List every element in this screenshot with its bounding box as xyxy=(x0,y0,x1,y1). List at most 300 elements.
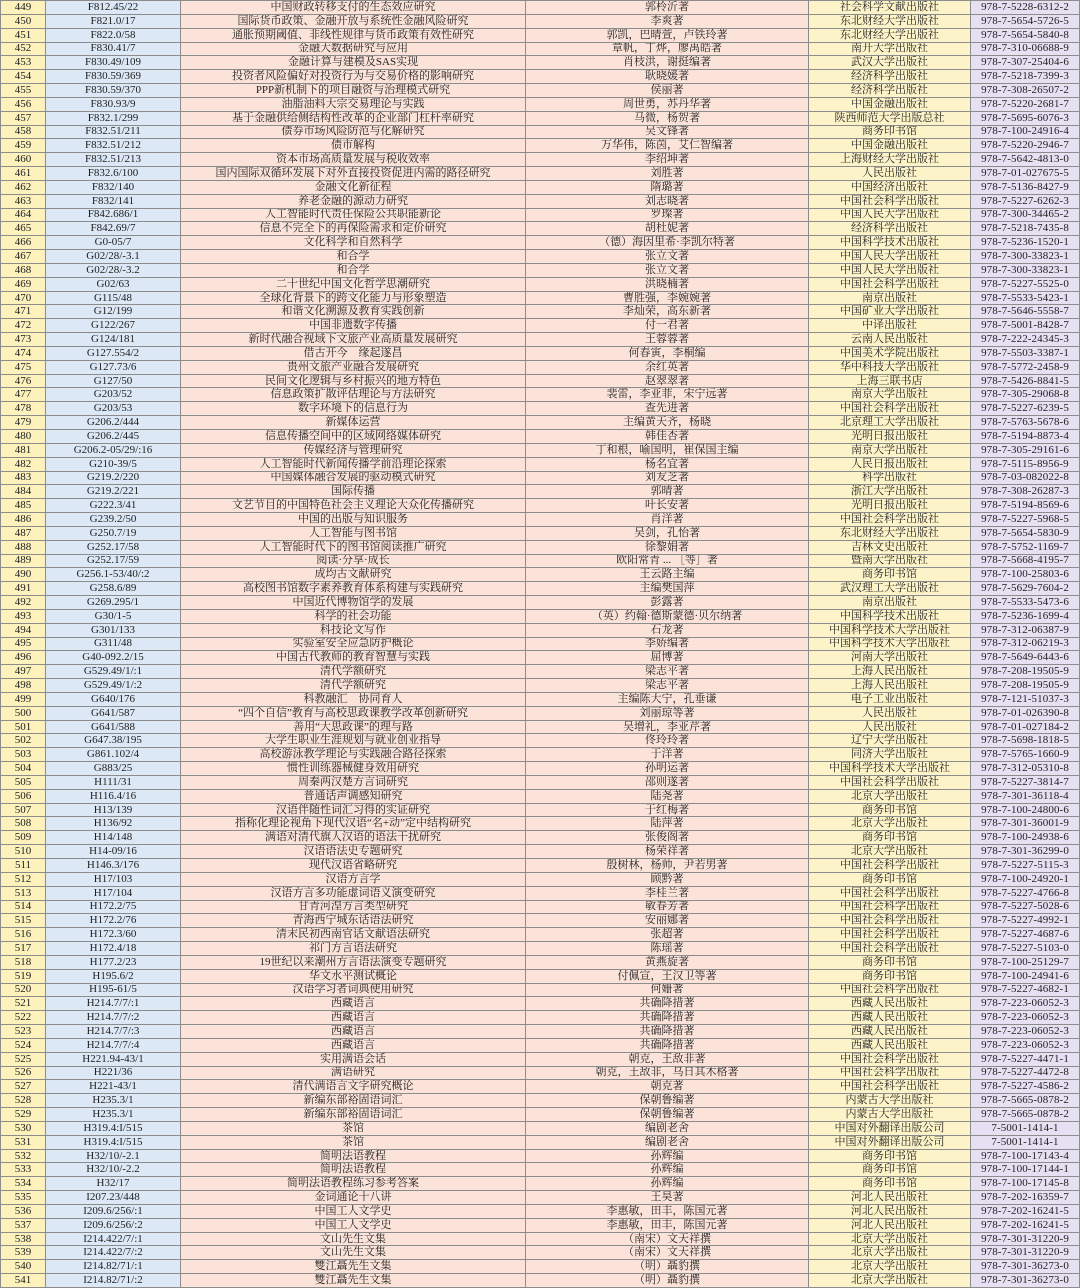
table-row xyxy=(1,1191,1080,1205)
cell-isbn: 978-7-208-19505-9 xyxy=(971,679,1080,693)
cell-title: 二十世纪中国文化哲学思潮研究 xyxy=(181,278,526,292)
cell-call-number: H17/104 xyxy=(46,887,181,901)
cell-call-number: H116.4/16 xyxy=(46,790,181,804)
cell-call-number: G269.295/1 xyxy=(46,596,181,610)
cell-author: 肖枝洪，谢挺编著 xyxy=(526,56,809,70)
table-row xyxy=(1,804,1080,818)
table-row xyxy=(1,236,1080,250)
cell-title: 文山先生文集 xyxy=(181,1246,526,1260)
cell-call-number: F830.59/370 xyxy=(46,84,181,98)
cell-title: 中国财政转移支付的生态效应研究 xyxy=(181,1,526,15)
cell-title: 新编东部裕固语词汇 xyxy=(181,1094,526,1108)
cell-isbn: 978-7-5227-6262-3 xyxy=(971,195,1080,209)
cell-title: 基于金融供给侧结构性改革的企业部门杠杆率研究 xyxy=(181,112,526,126)
cell-call-number: G02/28/-3.2 xyxy=(46,264,181,278)
cell-isbn: 978-7-301-36299-0 xyxy=(971,845,1080,859)
cell-isbn: 978-7-301-31220-9 xyxy=(971,1246,1080,1260)
table-row xyxy=(1,15,1080,29)
cell-author: 石龙著 xyxy=(526,624,809,638)
cell-call-number: I214.82/71/:2 xyxy=(46,1274,181,1288)
cell-serial-number: 505 xyxy=(1,776,46,790)
cell-isbn: 978-7-301-36273-0 xyxy=(971,1274,1080,1288)
cell-serial-number: 454 xyxy=(1,70,46,84)
cell-serial-number: 536 xyxy=(1,1205,46,1219)
cell-publisher: 人民日报出版社 xyxy=(809,458,971,472)
cell-author: 杨名宜著 xyxy=(526,458,809,472)
cell-serial-number: 509 xyxy=(1,831,46,845)
cell-publisher: 上海财经大学出版社 xyxy=(809,153,971,167)
cell-author: 朝克，王敌非著 xyxy=(526,1053,809,1067)
cell-call-number: H195.6/2 xyxy=(46,970,181,984)
cell-isbn: 978-7-300-33823-1 xyxy=(971,250,1080,264)
cell-author: 侯丽著 xyxy=(526,84,809,98)
cell-author: 主编黄天齐，杨晓 xyxy=(526,416,809,430)
cell-publisher: 中国社会科学出版社 xyxy=(809,402,971,416)
cell-title: 新编东部裕固语词汇 xyxy=(181,1108,526,1122)
cell-serial-number: 514 xyxy=(1,901,46,915)
cell-isbn: 978-7-305-29161-6 xyxy=(971,444,1080,458)
table-row xyxy=(1,43,1080,57)
cell-publisher: 上海人民出版社 xyxy=(809,665,971,679)
cell-title: 实用满语会话 xyxy=(181,1053,526,1067)
table-row xyxy=(1,388,1080,402)
cell-author: 吴文锋著 xyxy=(526,126,809,140)
cell-call-number: H177.2/23 xyxy=(46,956,181,970)
cell-call-number: G222.3/41 xyxy=(46,499,181,513)
cell-publisher: 南京出版社 xyxy=(809,292,971,306)
cell-call-number: F832/141 xyxy=(46,195,181,209)
cell-publisher: 北京理工大学出版社 xyxy=(809,416,971,430)
cell-title: 传媒经济与管理研究 xyxy=(181,444,526,458)
cell-title: 科技论文写作 xyxy=(181,624,526,638)
cell-call-number: G861.102/4 xyxy=(46,748,181,762)
cell-title: 阅读·分享·成长 xyxy=(181,555,526,569)
cell-isbn: 978-7-5503-3387-1 xyxy=(971,347,1080,361)
cell-call-number: G124/181 xyxy=(46,333,181,347)
cell-call-number: F830.41/7 xyxy=(46,43,181,57)
cell-author: 陈瑶著 xyxy=(526,942,809,956)
cell-author: 安丽娜著 xyxy=(526,914,809,928)
cell-isbn: 978-7-5227-5103-0 xyxy=(971,942,1080,956)
cell-author: 欧阳常青 ... ［等］著 xyxy=(526,555,809,569)
table-row xyxy=(1,1080,1080,1094)
cell-author: 主编陈大宁，孔垂谦 xyxy=(526,693,809,707)
cell-title: 金融计算与建模及SAS实现 xyxy=(181,56,526,70)
cell-serial-number: 523 xyxy=(1,1025,46,1039)
table-row xyxy=(1,527,1080,541)
cell-serial-number: 470 xyxy=(1,292,46,306)
cell-author: 李桂兰著 xyxy=(526,887,809,901)
cell-serial-number: 513 xyxy=(1,887,46,901)
cell-publisher: 北京大学出版社 xyxy=(809,790,971,804)
cell-call-number: I207.23/448 xyxy=(46,1191,181,1205)
cell-author: 隋璐著 xyxy=(526,181,809,195)
cell-serial-number: 462 xyxy=(1,181,46,195)
cell-author: 孙明运著 xyxy=(526,762,809,776)
cell-call-number: G529.49/1/:1 xyxy=(46,665,181,679)
cell-author: （英）约翰·德斯蒙德·贝尔纳著 xyxy=(526,610,809,624)
cell-title: 和合学 xyxy=(181,250,526,264)
table-row xyxy=(1,1219,1080,1233)
cell-title: 周秦两汉楚方言词研究 xyxy=(181,776,526,790)
cell-isbn: 978-7-202-16241-5 xyxy=(971,1219,1080,1233)
cell-author: 张立文著 xyxy=(526,264,809,278)
cell-title: 油脂油料大宗交易理论与实践 xyxy=(181,98,526,112)
cell-call-number: G239.2/50 xyxy=(46,513,181,527)
cell-call-number: I214.422/7/:2 xyxy=(46,1246,181,1260)
cell-publisher: 电子工业出版社 xyxy=(809,693,971,707)
cell-isbn: 978-7-5236-1520-1 xyxy=(971,236,1080,250)
table-row xyxy=(1,541,1080,555)
cell-publisher: 东北财经大学出版社 xyxy=(809,15,971,29)
cell-serial-number: 535 xyxy=(1,1191,46,1205)
cell-call-number: G115/48 xyxy=(46,292,181,306)
cell-author: 章帆，丁烨，廖禹皓著 xyxy=(526,43,809,57)
cell-call-number: H172.4/18 xyxy=(46,942,181,956)
cell-serial-number: 516 xyxy=(1,928,46,942)
table-row xyxy=(1,375,1080,389)
cell-call-number: H146.3/176 xyxy=(46,859,181,873)
cell-call-number: G883/25 xyxy=(46,762,181,776)
cell-serial-number: 493 xyxy=(1,610,46,624)
cell-serial-number: 486 xyxy=(1,513,46,527)
cell-call-number: F832.6/100 xyxy=(46,167,181,181)
cell-publisher: 北京大学出版社 xyxy=(809,1274,971,1288)
table-row xyxy=(1,734,1080,748)
cell-author: 孙辉编 xyxy=(526,1177,809,1191)
cell-serial-number: 502 xyxy=(1,734,46,748)
cell-isbn: 978-7-5227-4687-6 xyxy=(971,928,1080,942)
cell-call-number: H235.3/1 xyxy=(46,1108,181,1122)
cell-publisher: 武汉大学出版社 xyxy=(809,56,971,70)
cell-call-number: G641/588 xyxy=(46,721,181,735)
table-row xyxy=(1,1136,1080,1150)
cell-serial-number: 512 xyxy=(1,873,46,887)
cell-author: 梁志平著 xyxy=(526,679,809,693)
table-row xyxy=(1,250,1080,264)
cell-author: 裴雷，李亚菲，宋宁远著 xyxy=(526,388,809,402)
cell-title: 西藏语言 xyxy=(181,1025,526,1039)
cell-publisher: 河南大学出版社 xyxy=(809,651,971,665)
cell-author: 郭凯，巴晴萱，卢铁玲著 xyxy=(526,29,809,43)
cell-call-number: H221.94-43/1 xyxy=(46,1053,181,1067)
cell-publisher: 商务印书馆 xyxy=(809,1150,971,1164)
cell-serial-number: 499 xyxy=(1,693,46,707)
cell-title: 西藏语言 xyxy=(181,1039,526,1053)
cell-title: 汉语伴随性词汇习得的实证研究 xyxy=(181,804,526,818)
cell-publisher: 中国社会科学出版社 xyxy=(809,776,971,790)
cell-author: 张立文著 xyxy=(526,250,809,264)
cell-isbn: 978-7-5665-0878-2 xyxy=(971,1094,1080,1108)
table-row xyxy=(1,1260,1080,1274)
cell-isbn: 978-7-5227-3814-7 xyxy=(971,776,1080,790)
cell-author: 胡杜妮著 xyxy=(526,222,809,236)
table-row xyxy=(1,624,1080,638)
cell-publisher: 中国科学技术大学出版社 xyxy=(809,624,971,638)
cell-serial-number: 508 xyxy=(1,817,46,831)
cell-author: （南宋）文天祥撰 xyxy=(526,1246,809,1260)
table-row xyxy=(1,416,1080,430)
cell-serial-number: 520 xyxy=(1,984,46,998)
cell-isbn: 978-7-5227-5968-5 xyxy=(971,513,1080,527)
cell-serial-number: 498 xyxy=(1,679,46,693)
cell-author: 共确降措著 xyxy=(526,997,809,1011)
cell-isbn: 978-7-223-06052-3 xyxy=(971,997,1080,1011)
cell-serial-number: 539 xyxy=(1,1246,46,1260)
cell-call-number: G40-092.2/15 xyxy=(46,651,181,665)
cell-serial-number: 533 xyxy=(1,1163,46,1177)
cell-title: 中国近代博物馆学的发展 xyxy=(181,596,526,610)
cell-publisher: 北京大学出版社 xyxy=(809,1233,971,1247)
cell-publisher: 中国社会科学出版社 xyxy=(809,928,971,942)
cell-title: 和合学 xyxy=(181,264,526,278)
cell-publisher: 人民出版社 xyxy=(809,721,971,735)
cell-publisher: 中国人民大学出版社 xyxy=(809,250,971,264)
cell-author: 于洋著 xyxy=(526,748,809,762)
cell-author: 于红梅著 xyxy=(526,804,809,818)
cell-publisher: 中国人民大学出版社 xyxy=(809,209,971,223)
cell-call-number: G250.7/19 xyxy=(46,527,181,541)
table-row xyxy=(1,721,1080,735)
cell-isbn: 978-7-100-24938-6 xyxy=(971,831,1080,845)
cell-serial-number: 473 xyxy=(1,333,46,347)
cell-title: 清代满语言文字研究概论 xyxy=(181,1080,526,1094)
cell-call-number: H14-09/16 xyxy=(46,845,181,859)
cell-isbn: 978-7-208-19505-9 xyxy=(971,665,1080,679)
table-row xyxy=(1,1205,1080,1219)
cell-title: 中国的出版与知识服务 xyxy=(181,513,526,527)
cell-isbn: 978-7-305-29068-8 xyxy=(971,388,1080,402)
cell-publisher: 中国经济出版社 xyxy=(809,181,971,195)
cell-author: 查先进著 xyxy=(526,402,809,416)
cell-isbn: 978-7-01-026390-8 xyxy=(971,707,1080,721)
cell-author: 何春寅，李桐编 xyxy=(526,347,809,361)
cell-serial-number: 500 xyxy=(1,707,46,721)
cell-isbn: 978-7-5654-5840-8 xyxy=(971,29,1080,43)
cell-isbn: 978-7-5642-4813-0 xyxy=(971,153,1080,167)
cell-serial-number: 503 xyxy=(1,748,46,762)
table-row xyxy=(1,790,1080,804)
cell-serial-number: 522 xyxy=(1,1011,46,1025)
cell-isbn: 978-7-312-06387-9 xyxy=(971,624,1080,638)
cell-author: 郭柃沂著 xyxy=(526,1,809,15)
cell-serial-number: 476 xyxy=(1,375,46,389)
cell-isbn: 978-7-100-17143-4 xyxy=(971,1150,1080,1164)
cell-serial-number: 489 xyxy=(1,555,46,569)
cell-isbn: 978-7-100-25129-7 xyxy=(971,956,1080,970)
cell-serial-number: 482 xyxy=(1,458,46,472)
cell-isbn: 978-7-5227-4586-2 xyxy=(971,1080,1080,1094)
cell-isbn: 978-7-100-17145-8 xyxy=(971,1177,1080,1191)
cell-call-number: G30/1-5 xyxy=(46,610,181,624)
cell-author: 张超著 xyxy=(526,928,809,942)
cell-isbn: 978-7-100-24916-4 xyxy=(971,126,1080,140)
table-row xyxy=(1,1246,1080,1260)
cell-serial-number: 504 xyxy=(1,762,46,776)
cell-serial-number: 528 xyxy=(1,1094,46,1108)
cell-call-number: H13/139 xyxy=(46,804,181,818)
cell-author: 罗璨著 xyxy=(526,209,809,223)
cell-title: 人工智能时代新闻传播学前沿理论探索 xyxy=(181,458,526,472)
cell-title: 资本市场高质量发展与税收效率 xyxy=(181,153,526,167)
cell-publisher: 南京大学出版社 xyxy=(809,388,971,402)
cell-isbn: 978-7-5227-4471-1 xyxy=(971,1053,1080,1067)
cell-author: 顾黔著 xyxy=(526,873,809,887)
cell-publisher: 中国社会科学出版社 xyxy=(809,901,971,915)
cell-author: 杨荣祥著 xyxy=(526,845,809,859)
cell-isbn: 978-7-5220-2946-7 xyxy=(971,139,1080,153)
cell-publisher: 中国人民大学出版社 xyxy=(809,264,971,278)
cell-serial-number: 449 xyxy=(1,1,46,15)
cell-call-number: I209.6/256/:1 xyxy=(46,1205,181,1219)
cell-title: 华文水平测试概论 xyxy=(181,970,526,984)
cell-title: 实验室安全应急防护概论 xyxy=(181,638,526,652)
cell-title: 贵州文旅产业融合发展研究 xyxy=(181,361,526,375)
cell-title: 文艺节目的中国特色社会主义理论大众化传播研究 xyxy=(181,499,526,513)
cell-serial-number: 497 xyxy=(1,665,46,679)
cell-publisher: 经济科学出版社 xyxy=(809,222,971,236)
cell-call-number: G301/133 xyxy=(46,624,181,638)
cell-author: 陆尧著 xyxy=(526,790,809,804)
cell-publisher: 中国社会科学出版社 xyxy=(809,1080,971,1094)
cell-serial-number: 525 xyxy=(1,1053,46,1067)
cell-author: 叶长安著 xyxy=(526,499,809,513)
table-row xyxy=(1,319,1080,333)
table-row xyxy=(1,402,1080,416)
cell-isbn: 978-7-5227-5028-6 xyxy=(971,901,1080,915)
cell-serial-number: 483 xyxy=(1,472,46,486)
cell-serial-number: 452 xyxy=(1,43,46,57)
cell-publisher: 科学出版社 xyxy=(809,472,971,486)
cell-author: 李绍坤著 xyxy=(526,153,809,167)
cell-publisher: 河北人民出版社 xyxy=(809,1191,971,1205)
cell-isbn: 978-7-5227-4992-1 xyxy=(971,914,1080,928)
cell-call-number: F832.51/213 xyxy=(46,153,181,167)
cell-title: 高校游泳教学理论与实践融合路径探索 xyxy=(181,748,526,762)
cell-author: 孙辉编 xyxy=(526,1163,809,1177)
cell-author: 共确降措著 xyxy=(526,1025,809,1039)
cell-publisher: 中国美术学院出版社 xyxy=(809,347,971,361)
cell-call-number: H214.7/7/:2 xyxy=(46,1011,181,1025)
cell-isbn: 978-7-223-06052-3 xyxy=(971,1039,1080,1053)
cell-call-number: G252.17/58 xyxy=(46,541,181,555)
cell-serial-number: 468 xyxy=(1,264,46,278)
table-row xyxy=(1,817,1080,831)
cell-author: 王蓉蓉著 xyxy=(526,333,809,347)
cell-author: 殷树林，杨帅，尹若男著 xyxy=(526,859,809,873)
table-row xyxy=(1,126,1080,140)
cell-author: 丁和根，喻国明，崔保国主编 xyxy=(526,444,809,458)
table-row xyxy=(1,942,1080,956)
cell-author: 韩佳杏著 xyxy=(526,430,809,444)
cell-author: 王昊著 xyxy=(526,1191,809,1205)
cell-call-number: H32/10/-2.2 xyxy=(46,1163,181,1177)
cell-title: 信息不完全下的再保险需求和定价研究 xyxy=(181,222,526,236)
cell-isbn: 978-7-301-31220-9 xyxy=(971,1233,1080,1247)
cell-serial-number: 457 xyxy=(1,112,46,126)
cell-call-number: F832.51/212 xyxy=(46,139,181,153)
cell-title: 简明法语教程 xyxy=(181,1150,526,1164)
table-row xyxy=(1,1025,1080,1039)
cell-serial-number: 464 xyxy=(1,209,46,223)
table-row xyxy=(1,222,1080,236)
cell-serial-number: 526 xyxy=(1,1067,46,1081)
table-row xyxy=(1,292,1080,306)
cell-call-number: F832/140 xyxy=(46,181,181,195)
table-row xyxy=(1,139,1080,153)
cell-title: 清代学额研究 xyxy=(181,665,526,679)
cell-isbn: 978-7-01-027184-2 xyxy=(971,721,1080,735)
cell-publisher: 辽宁大学出版社 xyxy=(809,734,971,748)
cell-serial-number: 488 xyxy=(1,541,46,555)
cell-serial-number: 510 xyxy=(1,845,46,859)
table-row xyxy=(1,568,1080,582)
cell-isbn: 978-7-301-36118-4 xyxy=(971,790,1080,804)
cell-call-number: H32/10/-2.1 xyxy=(46,1150,181,1164)
cell-call-number: H172.2/76 xyxy=(46,914,181,928)
table-row xyxy=(1,56,1080,70)
table-row xyxy=(1,458,1080,472)
table-row xyxy=(1,984,1080,998)
cell-call-number: F821.0/17 xyxy=(46,15,181,29)
cell-isbn: 978-7-5136-8427-9 xyxy=(971,181,1080,195)
cell-call-number: I209.6/256/:2 xyxy=(46,1219,181,1233)
cell-author: 吴增礼，李亚芹著 xyxy=(526,721,809,735)
cell-serial-number: 491 xyxy=(1,582,46,596)
cell-title: 中国古代教师的教育智慧与实践 xyxy=(181,651,526,665)
cell-title: 西藏语言 xyxy=(181,1011,526,1025)
cell-isbn: 978-7-100-24800-6 xyxy=(971,804,1080,818)
cell-publisher: 武汉理工大学出版社 xyxy=(809,582,971,596)
cell-serial-number: 453 xyxy=(1,56,46,70)
cell-title: 信息传播空间中的区域网络媒体研究 xyxy=(181,430,526,444)
cell-isbn: 978-7-100-24920-1 xyxy=(971,873,1080,887)
cell-call-number: G0-05/7 xyxy=(46,236,181,250)
cell-title: 指称化理论视角下现代汉语“名+动”定中结构研究 xyxy=(181,817,526,831)
cell-serial-number: 450 xyxy=(1,15,46,29)
table-row xyxy=(1,305,1080,319)
cell-call-number: G219.2/220 xyxy=(46,472,181,486)
cell-call-number: F832.51/211 xyxy=(46,126,181,140)
cell-title: 汉语方言学 xyxy=(181,873,526,887)
cell-title: 文化科学和自然科学 xyxy=(181,236,526,250)
table-row xyxy=(1,444,1080,458)
table-row xyxy=(1,278,1080,292)
cell-serial-number: 480 xyxy=(1,430,46,444)
table-row xyxy=(1,264,1080,278)
cell-author: 邵则遂著 xyxy=(526,776,809,790)
cell-author: 万华伟，陈茵，艾仁智编著 xyxy=(526,139,809,153)
cell-serial-number: 474 xyxy=(1,347,46,361)
cell-title: 全球化背景下的跨文化能力与形象塑造 xyxy=(181,292,526,306)
cell-title: 民间文化逻辑与乡村振兴的地方特色 xyxy=(181,375,526,389)
cell-isbn: 978-7-5533-5473-6 xyxy=(971,596,1080,610)
cell-serial-number: 492 xyxy=(1,596,46,610)
table-row xyxy=(1,1053,1080,1067)
cell-publisher: 上海人民出版社 xyxy=(809,679,971,693)
cell-serial-number: 458 xyxy=(1,126,46,140)
cell-call-number: G206.2/444 xyxy=(46,416,181,430)
cell-isbn: 978-7-5533-5423-1 xyxy=(971,292,1080,306)
table-row xyxy=(1,1108,1080,1122)
cell-publisher: 南京大学出版社 xyxy=(809,444,971,458)
table-row xyxy=(1,956,1080,970)
cell-call-number: G127.73/6 xyxy=(46,361,181,375)
cell-title: 中国非遗数字传播 xyxy=(181,319,526,333)
table-row xyxy=(1,582,1080,596)
table-row xyxy=(1,499,1080,513)
cell-isbn: 978-7-222-24345-3 xyxy=(971,333,1080,347)
